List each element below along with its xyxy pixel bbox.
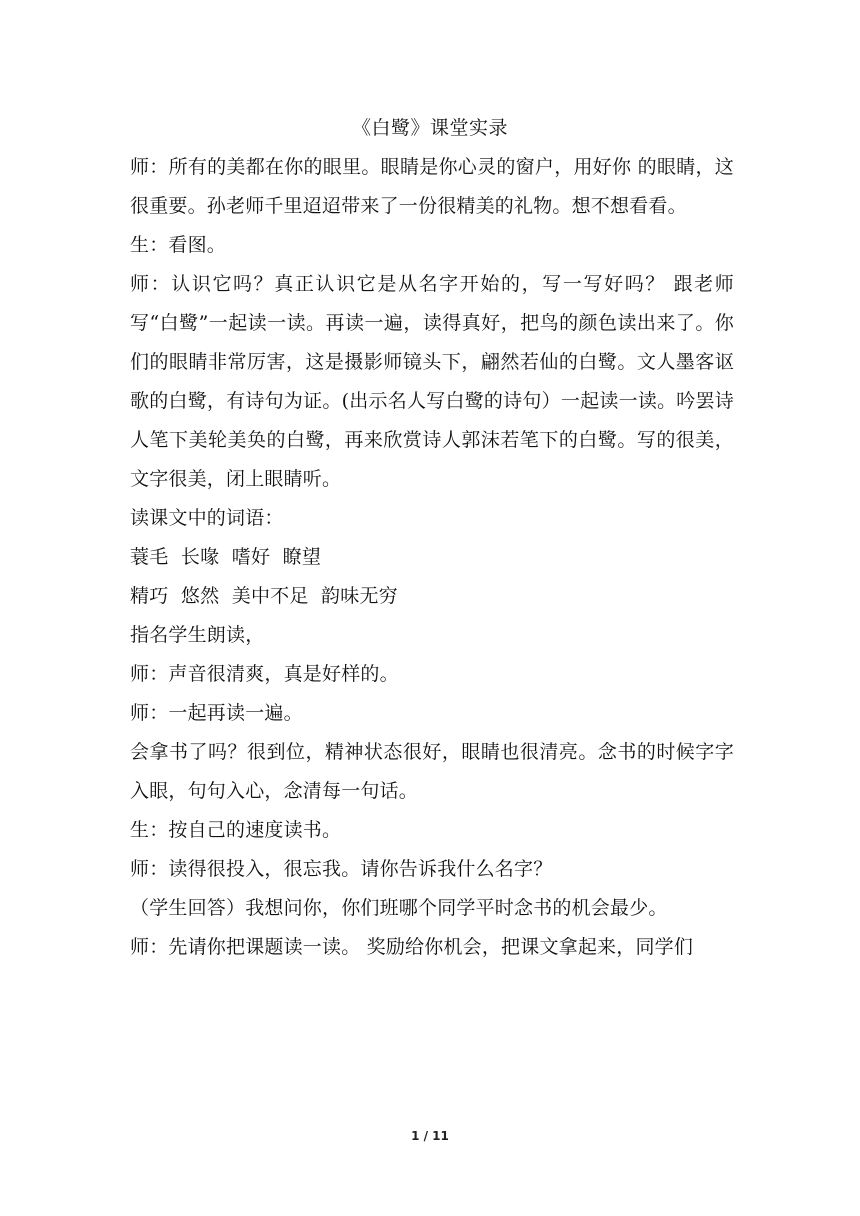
paragraph: 师：一起再读一遍。 [130,702,303,724]
paragraph: 指名学生朗读， [130,624,265,646]
document-title: 《白鹭》课堂实录 [351,117,508,139]
paragraph: 师：认识它吗？真正认识它是从名字开始的，写一写好吗？ 跟老师写“白鹭”一起读一读。再读一遍，读得真好，把鸟的颜色读出来了。你们的眼睛非常厉害，这是摄影师镜头下，翩然若仙的白鹭。文人墨客讴歌的白鹭，有诗句为证。(出示名人写白鹭的诗句）一起读一读。吟罢诗人笔下美轮美奂的白鹭，再来欣赏诗人郭沫若笔下的白鹭。写的很美，文字很美，闭上眼睛听。 [130,273,734,490]
paragraph: 师：声音很清爽，真是好样的。 [130,663,399,685]
paragraph: 生：按自己的速度读书。 [130,819,342,841]
paragraph: 蓑毛 长喙 嗜好 瞭望 [130,546,322,568]
paragraph: 师：读得很投入，很忘我。请你告诉我什么名字？ [130,858,553,880]
paragraph: 读课文中的词语： [130,507,284,529]
document-body [130,148,734,967]
paragraph: 会拿书了吗？很到位，精神状态很好，眼睛也很清亮。念书的时候字字入眼，句句入心，念清每一句话。 [130,741,734,802]
paragraph: 生：看图。 [130,234,227,256]
paragraph: 精巧 悠然 美中不足 韵味无穷 [130,585,398,607]
paragraph: （学生回答）我想问你，你们班哪个同学平时念书的机会最少。 [130,897,668,919]
paragraph: 师：先请你把课题读一读。 奖励给你机会，把课文拿起来，同学们 [130,936,694,958]
paragraph: 师：所有的美都在你的眼里。眼睛是你心灵的窗户，用好你 的眼睛，这很重要。孙老师千里迢迢带来了一份很精美的礼物。想不想看看。 [130,156,734,217]
page-number: 1 / 11 [411,1129,449,1143]
